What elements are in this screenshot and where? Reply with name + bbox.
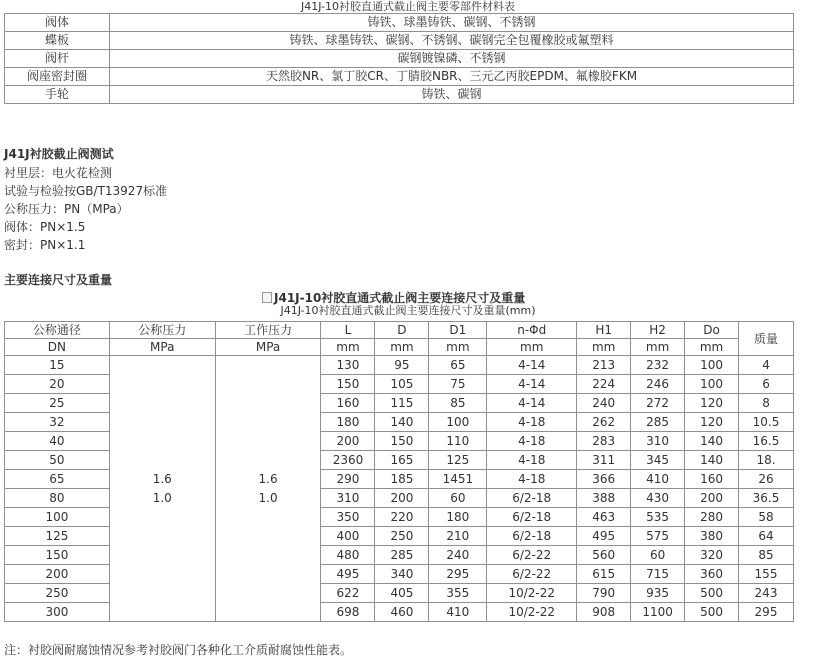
data-cell: 495 [321,565,375,584]
test-line: 阀体：PN×1.5 [4,220,86,234]
material-value: 天然胶NR、氯丁胶CR、丁腈胶NBR、三元乙丙胶EPDM、氟橡胶FKM [110,68,794,86]
data-cell: 140 [375,413,429,432]
data-cell: 935 [631,584,685,603]
data-cell: 366 [577,470,631,489]
data-cell: 388 [577,489,631,508]
data-cell: 165 [375,451,429,470]
table-row [5,68,794,86]
header-cell: H1 [577,322,631,339]
dn-cell: 200 [5,565,110,584]
header-cell: 公称通径 [5,322,110,339]
data-cell: 400 [321,527,375,546]
data-cell: 240 [429,546,487,565]
data-cell: 36.5 [739,489,794,508]
data-cell: 140 [685,451,739,470]
data-cell: 908 [577,603,631,622]
data-cell: 10/2-22 [487,603,577,622]
data-cell: 283 [577,432,631,451]
material-part: 蝶板 [5,32,110,50]
data-cell: 250 [375,527,429,546]
header-unit: mm [429,339,487,356]
data-cell: 6 [739,375,794,394]
data-cell: 500 [685,603,739,622]
data-cell: 200 [321,432,375,451]
data-cell: 350 [321,508,375,527]
header-cell: 质量 [739,322,794,356]
data-cell: 120 [685,413,739,432]
data-cell: 311 [577,451,631,470]
header-unit: DN [5,339,110,356]
test-line: 公称压力：PN（MPa） [4,202,129,216]
data-cell: 110 [429,432,487,451]
dn-cell: 40 [5,432,110,451]
test-line: 衬里层：电火花检测 [4,166,113,180]
data-cell: 340 [375,565,429,584]
data-cell: 500 [685,584,739,603]
dn-cell: 125 [5,527,110,546]
footnote: 注：衬胶阀耐腐蚀情况参考衬胶阀门各种化工介质耐腐蚀性能表。 [4,643,353,657]
data-cell: 8 [739,394,794,413]
data-cell: 355 [429,584,487,603]
header-unit: mm [375,339,429,356]
header-unit: mm [321,339,375,356]
dimensions-heading: 主要连接尺寸及重量 [4,273,113,287]
data-cell: 224 [577,375,631,394]
data-cell: 140 [685,432,739,451]
header-unit: MPa [215,339,321,356]
data-cell: 285 [631,413,685,432]
broken-image-icon [262,292,272,303]
data-cell: 95 [375,356,429,375]
dn-cell: 25 [5,394,110,413]
dn-cell: 50 [5,451,110,470]
data-cell: 210 [429,527,487,546]
table-row [5,356,794,375]
material-part: 阀座密封圈 [5,68,110,86]
data-cell: 698 [321,603,375,622]
dn-cell: 80 [5,489,110,508]
data-cell: 4-14 [487,375,577,394]
dn-cell: 32 [5,413,110,432]
test-line: 密封：PN×1.1 [4,238,86,252]
working-pressure-cell [215,356,321,622]
data-cell: 130 [321,356,375,375]
data-cell: 85 [739,546,794,565]
data-cell: 310 [631,432,685,451]
materials-table [4,13,794,104]
data-cell: 615 [577,565,631,584]
dn-cell: 300 [5,603,110,622]
data-cell: 160 [685,470,739,489]
data-cell: 4-14 [487,394,577,413]
dn-cell: 250 [5,584,110,603]
data-cell: 243 [739,584,794,603]
table-row [5,14,794,32]
data-cell: 790 [577,584,631,603]
header-cell: L [321,322,375,339]
data-cell: 65 [429,356,487,375]
data-cell: 295 [429,565,487,584]
data-cell: 16.5 [739,432,794,451]
test-line: 试验与检验按GB/T13927标准 [4,184,168,198]
data-cell: 4-18 [487,432,577,451]
data-cell: 200 [685,489,739,508]
header-cell: 工作压力 [215,322,321,339]
data-cell: 480 [321,546,375,565]
data-cell: 26 [739,470,794,489]
data-cell: 60 [631,546,685,565]
data-cell: 575 [631,527,685,546]
data-cell: 6/2-18 [487,508,577,527]
data-cell: 295 [739,603,794,622]
table-row [5,32,794,50]
data-cell: 410 [631,470,685,489]
header-cell: H2 [631,322,685,339]
data-cell: 6/2-18 [487,489,577,508]
data-cell: 535 [631,508,685,527]
material-value: 铸铁、球墨铸铁、碳钢、不锈钢、碳钢完全包覆橡胶或氟塑料 [110,32,794,50]
header-row [5,322,794,339]
dimensions-caption: J41J-10衬胶直通式截止阀主要连接尺寸及重量(mm) [280,304,536,317]
data-cell: 232 [631,356,685,375]
data-cell: 200 [375,489,429,508]
header-row [5,339,794,356]
header-cell: 公称压力 [109,322,215,339]
data-cell: 430 [631,489,685,508]
data-cell: 125 [429,451,487,470]
data-cell: 150 [375,432,429,451]
pressure-value: 1.0 [258,490,278,505]
data-cell: 410 [429,603,487,622]
dimensions-table [4,321,794,622]
dn-cell: 20 [5,375,110,394]
data-cell: 240 [577,394,631,413]
data-cell: 4-18 [487,470,577,489]
data-cell: 622 [321,584,375,603]
material-value: 铸铁、碳钢 [110,86,794,104]
header-unit: mm [685,339,739,356]
data-cell: 10.5 [739,413,794,432]
material-value: 碳钢镀镍磷、不锈钢 [110,50,794,68]
data-cell: 4-18 [487,451,577,470]
data-cell: 180 [429,508,487,527]
data-cell: 155 [739,565,794,584]
material-value: 铸铁、球墨铸铁、碳钢、不锈钢 [110,14,794,32]
test-heading: J41J衬胶截止阀测试 [4,147,114,161]
pressure-value: 1.6 [152,471,172,486]
dimensions-image-alt: J41J-10衬胶直通式截止阀主要连接尺寸及重量 [274,291,526,305]
materials-caption: J41J-10衬胶直通式截止阀主要零部件材料表 [300,0,516,13]
data-cell: 1451 [429,470,487,489]
data-cell: 60 [429,489,487,508]
data-cell: 360 [685,565,739,584]
data-cell: 213 [577,356,631,375]
header-cell: Do [685,322,739,339]
data-cell: 262 [577,413,631,432]
data-cell: 100 [429,413,487,432]
data-cell: 4-18 [487,413,577,432]
data-cell: 18. [739,451,794,470]
data-cell: 460 [375,603,429,622]
data-cell: 120 [685,394,739,413]
data-cell: 4-14 [487,356,577,375]
data-cell: 6/2-18 [487,527,577,546]
data-cell: 285 [375,546,429,565]
header-cell: D [375,322,429,339]
data-cell: 310 [321,489,375,508]
data-cell: 715 [631,565,685,584]
dn-cell: 65 [5,470,110,489]
data-cell: 290 [321,470,375,489]
material-part: 手轮 [5,86,110,104]
header-unit: mm [631,339,685,356]
data-cell: 180 [321,413,375,432]
data-cell: 105 [375,375,429,394]
data-cell: 100 [685,375,739,394]
data-cell: 405 [375,584,429,603]
data-cell: 1100 [631,603,685,622]
data-cell: 115 [375,394,429,413]
data-cell: 272 [631,394,685,413]
dn-cell: 100 [5,508,110,527]
data-cell: 75 [429,375,487,394]
data-cell: 220 [375,508,429,527]
data-cell: 320 [685,546,739,565]
data-cell: 345 [631,451,685,470]
header-cell: n-Φd [487,322,577,339]
material-part: 阀杆 [5,50,110,68]
pressure-value: 1.6 [258,471,278,486]
data-cell: 463 [577,508,631,527]
header-cell: D1 [429,322,487,339]
data-cell: 380 [685,527,739,546]
header-unit: MPa [109,339,215,356]
data-cell: 100 [685,356,739,375]
data-cell: 150 [321,375,375,394]
data-cell: 185 [375,470,429,489]
data-cell: 58 [739,508,794,527]
header-unit: mm [577,339,631,356]
data-cell: 6/2-22 [487,546,577,565]
data-cell: 10/2-22 [487,584,577,603]
data-cell: 246 [631,375,685,394]
table-row [5,50,794,68]
dn-cell: 15 [5,356,110,375]
data-cell: 560 [577,546,631,565]
data-cell: 6/2-22 [487,565,577,584]
pressure-value: 1.0 [152,490,172,505]
data-cell: 4 [739,356,794,375]
table-row [5,86,794,104]
data-cell: 2360 [321,451,375,470]
data-cell: 495 [577,527,631,546]
data-cell: 160 [321,394,375,413]
material-part: 阀体 [5,14,110,32]
data-cell: 64 [739,527,794,546]
data-cell: 280 [685,508,739,527]
data-cell: 85 [429,394,487,413]
nominal-pressure-cell [109,356,215,622]
dn-cell: 150 [5,546,110,565]
header-unit: mm [487,339,577,356]
